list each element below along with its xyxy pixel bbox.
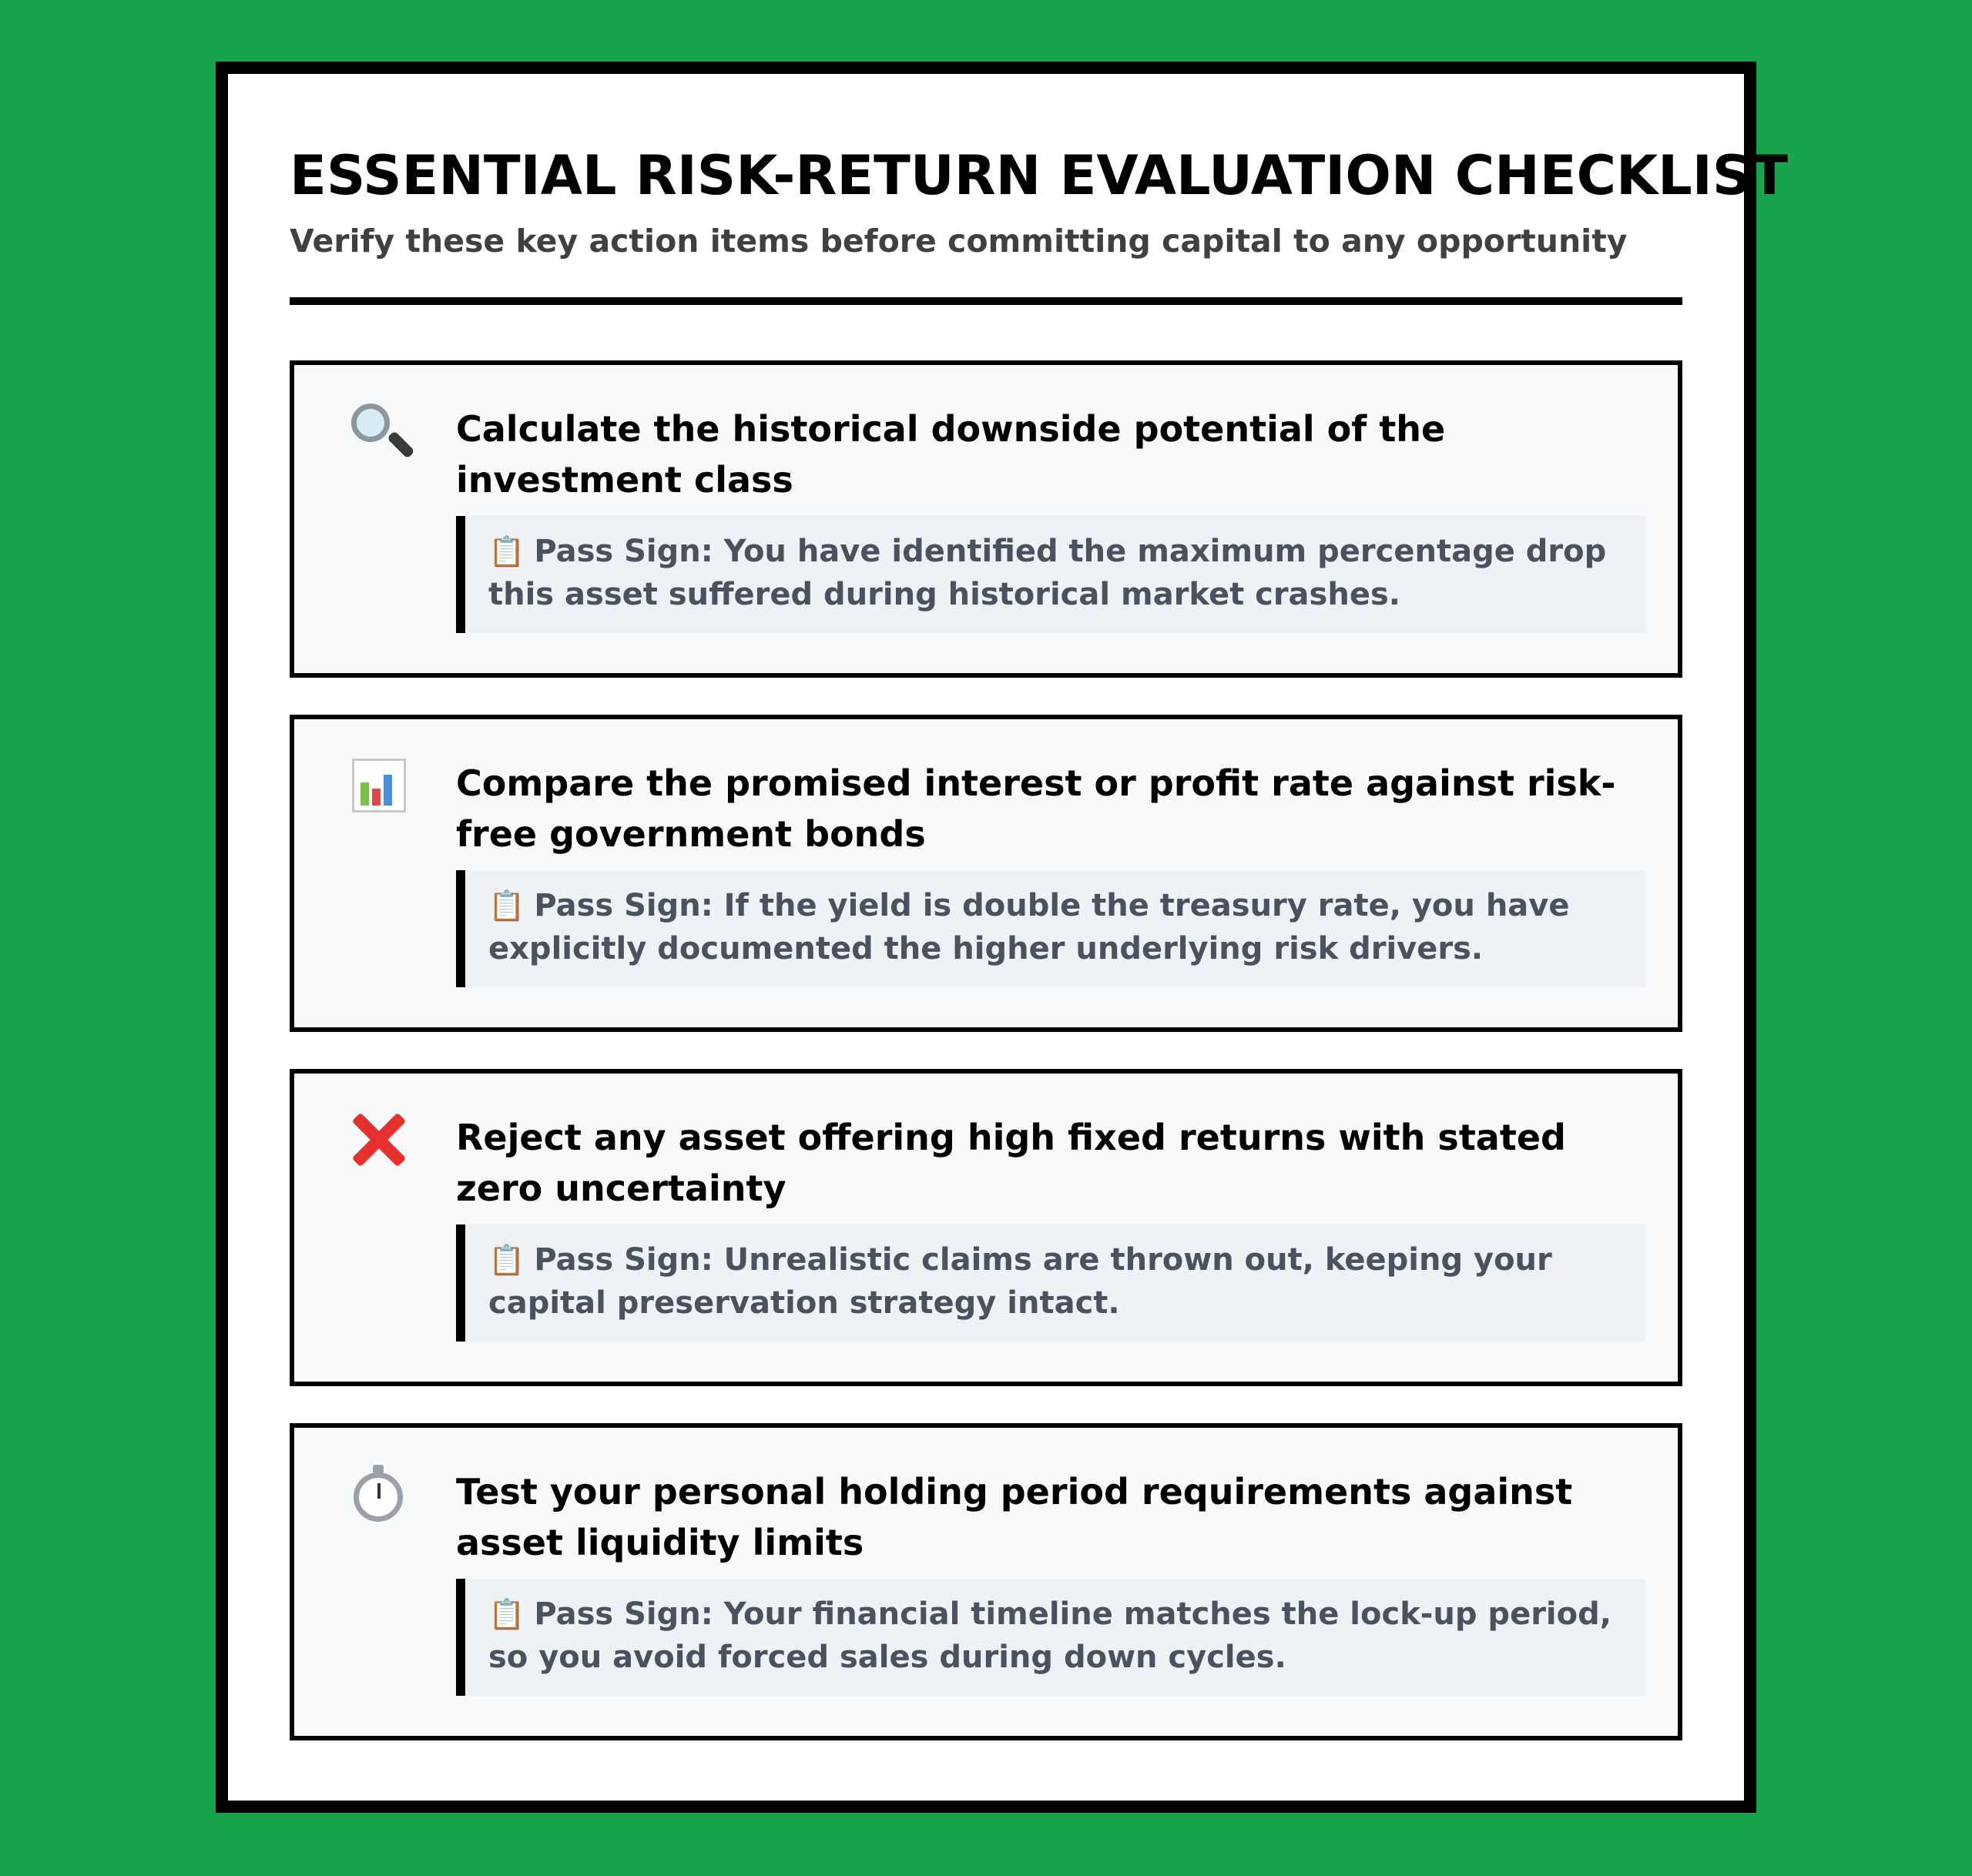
pass-sign-text: Pass Sign: If the yield is double the treasury rate, you have explicitly documented the higher underlying risk drivers. [488,888,1570,966]
item-title: Compare the promised interest or profit rate against risk-free government bonds [456,762,1616,855]
clipboard-icon: 📋 [488,1597,525,1631]
pass-sign-text: Pass Sign: Unrealistic claims are thrown out, keeping your capital preservation strategy intact. [488,1242,1552,1321]
item-title: Calculate the historical downside potential of the investment class [456,408,1446,501]
checklist-items [290,360,1682,1777]
pass-sign-text: Pass Sign: Your financial timeline matches the lock-up period, so you avoid forced sales during down cycles. [488,1596,1611,1675]
bar-chart-icon [350,756,408,815]
header-divider [290,297,1682,305]
pass-sign-text: Pass Sign: You have identified the maximum percentage drop this asset suffered during historical market crashes. [488,534,1607,612]
clipboard-icon: 📋 [488,1243,525,1277]
page-title: ESSENTIAL RISK-RETURN EVALUATION CHECKLIST [290,144,1788,207]
stopwatch-icon [350,1465,408,1523]
header [290,143,1788,261]
cross-mark-icon [350,1111,408,1169]
checklist-item [290,360,1682,678]
checklist-item [290,715,1682,1032]
clipboard-icon: 📋 [488,534,525,568]
page-subtitle: Verify these key action items before committing capital to any opportunity [290,223,1628,260]
pass-sign-box [456,1224,1645,1342]
item-title: Test your personal holding period requirements against asset liquidity limits [456,1471,1573,1563]
clipboard-icon: 📋 [488,889,525,923]
checklist-item [290,1069,1682,1386]
checklist-item [290,1423,1682,1740]
magnifying-glass-icon [350,402,408,461]
checklist-card [216,62,1788,1813]
pass-sign-box [456,1579,1645,1696]
pass-sign-box [456,516,1645,633]
item-title: Reject any asset offering high fixed returns with stated zero uncertainty [456,1117,1566,1209]
pass-sign-box [456,870,1645,987]
